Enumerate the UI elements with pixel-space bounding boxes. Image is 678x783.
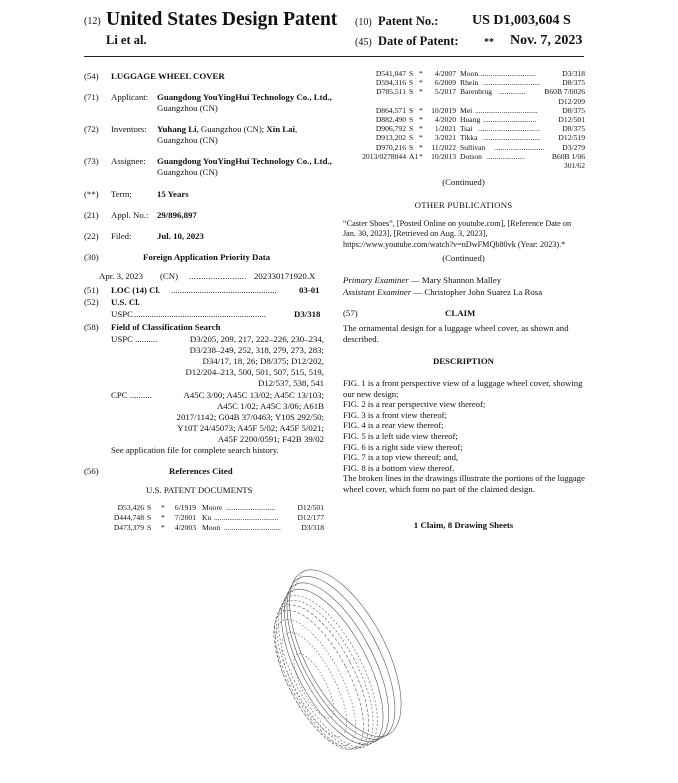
ref-number: D970,216 xyxy=(375,142,406,152)
ref-kind: S xyxy=(409,78,414,88)
continued-references: (Continued) xyxy=(442,177,485,187)
design-title: LUGGAGE WHEEL COVER xyxy=(111,71,225,81)
search-cpc-line-0: A45C 3/00; A45C 13/02; A45C 13/103; xyxy=(183,390,324,400)
search-uspc-line-2: D34/17, 18, 26; D8/375; D12/202, xyxy=(202,356,324,366)
primary-examiner-name: — Mary Shannon Malley xyxy=(408,275,502,285)
ref-class: B60B 7/0026 xyxy=(544,87,585,97)
uspc-leader: ............................................................ xyxy=(134,309,266,319)
ref-leader: ............................ xyxy=(483,115,537,124)
ref-number: D594,316 xyxy=(375,78,406,88)
ref-leader: ................................. xyxy=(475,105,538,115)
term-label: Term: xyxy=(111,189,132,199)
profile-line xyxy=(355,731,389,751)
ref-kind: S xyxy=(409,105,414,115)
ref-class: D8/375 xyxy=(562,78,585,88)
ref-name: Ku xyxy=(202,513,212,522)
loc-label: LOC (14) Cl. xyxy=(111,285,161,295)
ref-class: D8/375 xyxy=(562,105,585,115)
inventor-1: Yuhang Li xyxy=(157,124,197,134)
search-cpc-line-2: 2017/1142; G04B 37/0463; Y10S 292/50; xyxy=(176,412,324,422)
primary-examiner-label: Primary Examiner xyxy=(343,275,409,285)
code-52: (52) xyxy=(84,297,99,307)
ref-date: 6/1919 xyxy=(174,503,196,512)
inventors-field xyxy=(111,124,331,145)
code-58: (58) xyxy=(84,322,99,332)
ref-name: Rhein xyxy=(460,78,479,88)
inventor-1-location: , Guangzhou (CN); xyxy=(196,124,267,134)
code-12: (12) xyxy=(84,16,101,27)
search-uspc-line-4: D12/537, 538, 541 xyxy=(258,378,324,388)
inventor-2: Xin Lai xyxy=(266,124,296,134)
ref-kind: S xyxy=(409,69,414,78)
search-uspc-label: USPC .......... xyxy=(111,334,158,344)
primary-examiner xyxy=(343,275,501,286)
ref-class: D3/318 xyxy=(301,523,324,532)
code-10: (10) xyxy=(355,17,372,28)
ref-number: D473,379 xyxy=(113,523,144,532)
ref-class: 301/62 xyxy=(563,161,585,170)
code-72: (72) xyxy=(84,124,99,134)
ref-leader: .................................. xyxy=(214,513,279,522)
applicant-field xyxy=(111,92,332,113)
desc-fig-4: FIG. 4 is a rear view thereof; xyxy=(343,420,444,431)
assignee-label: Assignee: xyxy=(111,156,146,166)
profile-line xyxy=(270,572,314,612)
claim-title: CLAIM xyxy=(445,308,476,318)
document-type-title: United States Design Patent xyxy=(106,9,338,30)
search-cpc-line-1: A45C 1/02; A45C 3/06; A61B xyxy=(216,401,324,411)
search-cpc-line-3: Y10T 24/45073; A45F 5/02; A45F 5/021; xyxy=(177,423,324,433)
ref-star: * xyxy=(419,105,423,115)
ref-number: D53,426 xyxy=(117,503,144,512)
filed-label: Filed: xyxy=(111,231,132,241)
ref-name: Moon xyxy=(460,69,479,78)
ref-class: D12/501 xyxy=(297,503,324,512)
assistant-examiner-label: Assistant Examiner xyxy=(343,287,412,297)
ref-number: D785,511 xyxy=(376,87,406,97)
inner-face-line xyxy=(260,609,372,757)
ref-name: Tikka xyxy=(460,133,478,143)
tread-line xyxy=(256,591,388,762)
inventors-label: Inventors: xyxy=(111,124,147,134)
ref-date: 5/2017 xyxy=(434,87,456,97)
rim-band xyxy=(263,568,409,757)
desc-fig-2: FIG. 2 is a rear perspective view thereof; xyxy=(343,399,486,410)
ref-leader: .......................... xyxy=(226,503,276,512)
ref-kind: S xyxy=(409,87,414,97)
desc-fig-3: FIG. 3 is a front view thereof; xyxy=(343,409,447,420)
ref-date: 7/2001 xyxy=(174,513,196,522)
code-21: (21) xyxy=(84,210,99,220)
ref-name: Barenbrug xyxy=(460,87,493,97)
ref-kind: S xyxy=(147,503,152,512)
ref-number: 2013/0278044 xyxy=(362,151,406,161)
search-uspc-line-0: D3/205, 209, 217, 222–226, 230–234, xyxy=(189,334,324,344)
uspc-label: USPC xyxy=(111,309,134,319)
code-term: (**) xyxy=(84,189,99,199)
ref-star: * xyxy=(161,513,165,522)
code-73: (73) xyxy=(84,156,99,166)
search-cpc-line-4: A45F 2200/0591; F42B 39/02 xyxy=(217,434,324,444)
assignee-field xyxy=(111,156,332,177)
date-of-patent-label: Date of Patent: xyxy=(378,34,459,48)
ref-star: * xyxy=(161,523,165,532)
term-extension-stars: ** xyxy=(484,37,494,48)
ref-class: B60B 1/06 xyxy=(551,151,585,161)
us-patent-docs-title: U.S. PATENT DOCUMENTS xyxy=(146,485,253,495)
ref-leader: .................... xyxy=(487,151,525,161)
ref-name: Mei xyxy=(460,105,473,115)
loc-leader: ................................................ xyxy=(171,285,277,295)
assignee-location: Guangzhou (CN) xyxy=(157,166,218,177)
priority-leader: ........................ xyxy=(189,271,247,281)
ref-class: D12/177 xyxy=(297,513,324,522)
code-54: (54) xyxy=(84,71,99,81)
tread-line xyxy=(256,598,381,762)
ref-star: * xyxy=(419,142,423,152)
ref-date: 6/2009 xyxy=(434,78,456,88)
foreign-priority-title: Foreign Application Priority Data xyxy=(143,252,271,262)
code-51: (51) xyxy=(84,285,99,295)
priority-date: Apr. 3, 2023 xyxy=(99,271,143,281)
ref-name: Moon xyxy=(202,523,221,532)
ref-star: * xyxy=(419,69,423,78)
ref-class: D3/318 xyxy=(562,69,585,78)
ref-leader: .............................. xyxy=(483,133,540,143)
ref-number: D864,571 xyxy=(375,105,406,115)
applicant-label: Applicant: xyxy=(111,92,149,102)
desc-fig-1: FIG. 1 is a front perspective view of a luggage wheel cover, showing our new design; xyxy=(343,378,583,399)
ref-class: D3/279 xyxy=(562,142,585,152)
priority-country: (CN) xyxy=(160,271,179,281)
code-45: (45) xyxy=(355,37,372,48)
ref-star: * xyxy=(419,78,423,88)
ref-number: D541,047 xyxy=(375,69,406,78)
ref-kind: S xyxy=(147,523,152,532)
ref-star: * xyxy=(419,133,423,143)
ref-leader: .............................. xyxy=(224,523,281,532)
ref-kind: S xyxy=(409,115,414,124)
claims-sheets-summary: 1 Claim, 8 Drawing Sheets xyxy=(413,520,514,530)
term-value: 15 Years xyxy=(157,189,189,199)
ref-name: Huang xyxy=(460,115,481,124)
ref-number: D906,792 xyxy=(375,124,406,134)
code-22: (22) xyxy=(84,231,99,241)
ref-number: D444,748 xyxy=(113,513,144,522)
patent-no-label: Patent No.: xyxy=(378,14,439,28)
ref-date: 4/2007 xyxy=(434,69,456,78)
tread-line xyxy=(258,581,397,761)
code-56: (56) xyxy=(84,466,99,476)
description-body xyxy=(343,378,587,495)
patent-number: US D1,003,604 S xyxy=(472,13,571,28)
ref-leader: .............. xyxy=(499,87,526,97)
code-30: (30) xyxy=(84,252,99,262)
assistant-examiner xyxy=(343,287,542,298)
ref-star: * xyxy=(419,87,423,97)
search-uspc-line-1: D3/238–249, 252, 318, 279, 273, 283; xyxy=(189,345,324,355)
search-history-note: See application file for complete search history. xyxy=(111,445,279,455)
ref-kind: S xyxy=(409,133,414,143)
description-title: DESCRIPTION xyxy=(432,356,495,366)
code-57: (57) xyxy=(343,308,358,318)
ref-star: * xyxy=(419,115,423,124)
ref-date: 4/2003 xyxy=(174,523,196,532)
desc-fig-6: FIG. 6 is a right side view thereof; xyxy=(343,441,463,452)
ref-leader: .......................... xyxy=(495,142,545,152)
desc-fig-5: FIG. 5 is a left side view thereof; xyxy=(343,430,458,441)
ref-kind: S xyxy=(409,124,414,134)
assignee-name: Guangdong YouYingHui Technology Co., Ltd., xyxy=(157,156,332,166)
header-divider xyxy=(84,56,584,57)
other-publications-title: OTHER PUBLICATIONS xyxy=(414,200,513,210)
claim-text: The ornamental design for a luggage wheel cover, as shown and described. xyxy=(343,323,569,344)
ref-name: Tsai xyxy=(460,124,473,134)
ref-date: 10/2019 xyxy=(431,105,456,115)
assistant-examiner-name: — Christopher John Suarez La Rosa xyxy=(411,287,543,297)
appl-no-label: Appl. No.: xyxy=(111,210,149,220)
code-71: (71) xyxy=(84,92,99,102)
ref-star: * xyxy=(419,151,423,161)
ref-name: Moore xyxy=(202,503,223,512)
ref-number: D913,202 xyxy=(375,133,406,143)
ref-class: D12/501 xyxy=(558,115,585,124)
ref-class: D12/209 xyxy=(558,96,585,106)
ref-kind: S xyxy=(147,513,152,522)
luggage-wheel-cover-drawing xyxy=(238,550,438,780)
search-uspc-line-3: D12/204–213, 500, 501, 507, 515, 519, xyxy=(185,367,324,377)
ref-number: D882,490 xyxy=(375,115,406,124)
ref-date: 3/2021 xyxy=(434,133,456,143)
ref-leader: .............................. xyxy=(483,78,540,88)
applicant-location: Guangzhou (CN) xyxy=(157,102,218,113)
inventor-short: Li et al. xyxy=(106,33,147,47)
desc-fig-8: FIG. 8 is a bottom view thereof. xyxy=(343,462,455,473)
appl-no-value: 29/896,897 xyxy=(157,210,197,220)
ref-class: D8/375 xyxy=(562,124,585,134)
applicant-name: Guangdong YouYingHui Technology Co., Ltd., xyxy=(157,92,332,102)
ref-leader: .............................. xyxy=(479,69,536,78)
ref-star: * xyxy=(161,503,165,512)
field-search-label: Field of Classification Search xyxy=(111,322,221,332)
desc-fig-7: FIG. 7 is a top view thereof; and, xyxy=(343,452,459,463)
other-publication-text: “Caster Shoes”, [Posted Online on youtube.com], [Reference Date on Jan. 30, 2023], [Retrieved on Aug. 3, 2023], https://www.youtube.com/watch?v=nDwFMQb80vk (Year: 2023).* xyxy=(343,219,572,249)
ref-leader: ................................ xyxy=(479,124,540,134)
ref-kind: S xyxy=(409,142,414,152)
ref-star: * xyxy=(419,124,423,134)
filed-value: Jul. 10, 2023 xyxy=(157,231,204,241)
ref-date: 11/2022 xyxy=(431,142,456,152)
priority-number: 202330171920.X xyxy=(254,271,316,281)
us-cl-label: U.S. Cl. xyxy=(111,297,140,307)
date-of-patent: Nov. 7, 2023 xyxy=(510,33,583,48)
inventor-2-location: , Guangzhou (CN) xyxy=(157,124,298,145)
ref-name: Sullivan xyxy=(460,142,486,152)
continued-publications: (Continued) xyxy=(442,253,485,263)
ref-kind: A1 xyxy=(409,151,419,161)
inner-face-line xyxy=(286,648,341,723)
ref-date: 10/2013 xyxy=(431,151,456,161)
desc-broken-lines-note: The broken lines in the drawings illustrate the portions of the luggage wheel cover, which form no part of the claimed design. xyxy=(343,473,585,494)
ref-date: 1/2021 xyxy=(434,124,456,134)
loc-value: 03-01 xyxy=(299,285,320,295)
references-cited-title: References Cited xyxy=(169,466,233,476)
ref-date: 4/2020 xyxy=(434,115,456,124)
ref-class: D12/519 xyxy=(558,133,585,143)
uspc-value: D3/318 xyxy=(294,309,321,319)
search-cpc-label: CPC .......... xyxy=(111,390,152,400)
ref-name: Dotson xyxy=(460,151,482,161)
